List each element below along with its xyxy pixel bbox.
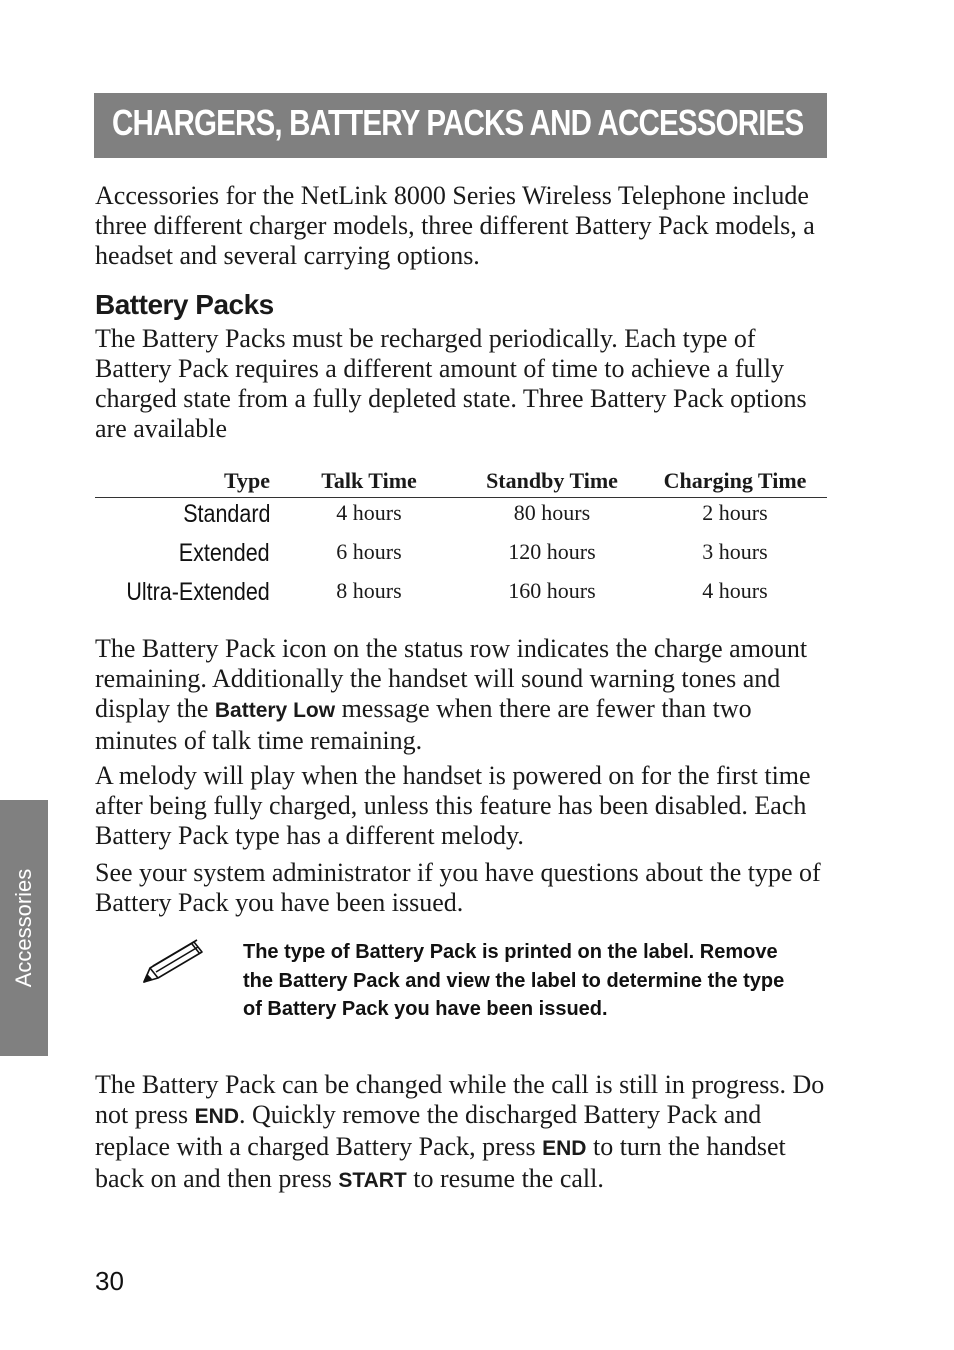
row-type: Ultra-Extended bbox=[126, 578, 270, 606]
row-charging-time: 2 hours bbox=[702, 500, 768, 525]
chapter-title: CHARGERS, BATTERY PACKS AND ACCESSORIES bbox=[112, 102, 804, 143]
page-number: 30 bbox=[95, 1266, 124, 1296]
paragraph-text: . Quickly remove the discharged Battery Pack and replace with a charged Battery Pack, press bbox=[95, 1100, 762, 1161]
end-key: END bbox=[194, 1105, 240, 1128]
paragraph-text: The Battery Pack icon on the status row indicates the charge amount remaining. Additionally the handset will sound warning tones and display the bbox=[95, 634, 808, 723]
table-header-standby-time: Standby Time bbox=[486, 468, 618, 493]
paragraph-text: The Battery Pack can be changed while the call is still in progress. Do not press bbox=[95, 1070, 825, 1129]
row-type: Standard bbox=[182, 500, 270, 528]
row-talk-time: 6 hours bbox=[336, 539, 402, 564]
intro-paragraph: Accessories for the NetLink 8000 Series Wireless Telephone include three different charger models, three different Battery Pack models, a headset and several carrying options. bbox=[95, 181, 815, 270]
paragraph-text: message when there are fewer than two minutes of talk time remaining. bbox=[95, 694, 752, 755]
pencil-icon bbox=[140, 936, 206, 988]
table-header-talk-time: Talk Time bbox=[321, 468, 417, 493]
table-row bbox=[0, 578, 954, 608]
battery-packs-paragraph: The Battery Packs must be recharged periodically. Each type of Battery Pack requires a different amount of time to achieve a fully charged state from a fully depleted state. Three Battery Pack options are available bbox=[95, 324, 807, 443]
row-charging-time: 3 hours bbox=[702, 539, 768, 564]
table-row bbox=[0, 539, 954, 569]
row-standby-time: 160 hours bbox=[508, 578, 596, 603]
row-talk-time: 8 hours bbox=[336, 578, 402, 603]
table-row bbox=[0, 500, 954, 530]
start-key: START bbox=[338, 1169, 407, 1192]
row-standby-time: 120 hours bbox=[508, 539, 596, 564]
end-key: END bbox=[542, 1137, 587, 1160]
table-header-type: Type bbox=[223, 468, 270, 493]
row-type: Extended bbox=[179, 539, 270, 567]
change-battery-paragraph bbox=[95, 1070, 825, 1196]
row-talk-time: 4 hours bbox=[336, 500, 402, 525]
row-charging-time: 4 hours bbox=[702, 578, 768, 603]
melody-paragraph: A melody will play when the handset is powered on for the first time after being fully charged, unless this feature has been disabled. Each Battery Pack type has a different melody. bbox=[95, 761, 811, 850]
note-text: The type of Battery Pack is printed on the label. Remove the Battery Pack and view the label to determine the type of Battery Pack you have been issued. bbox=[243, 941, 785, 1020]
battery-icon-paragraph bbox=[95, 634, 825, 756]
row-standby-time: 80 hours bbox=[513, 500, 591, 525]
section-heading: Battery Packs bbox=[95, 289, 274, 320]
table-header-charging-time: Charging Time bbox=[663, 468, 807, 493]
side-tab-label: Accessories bbox=[11, 868, 36, 988]
battery-low-message: Battery Low bbox=[214, 699, 336, 722]
administrator-paragraph: See your system administrator if you have questions about the type of Battery Pack you have been issued. bbox=[95, 858, 821, 917]
table-header-rule bbox=[95, 497, 827, 498]
paragraph-text: to turn the handset back on and then press bbox=[95, 1132, 786, 1193]
paragraph-text: to resume the call. bbox=[406, 1164, 604, 1193]
